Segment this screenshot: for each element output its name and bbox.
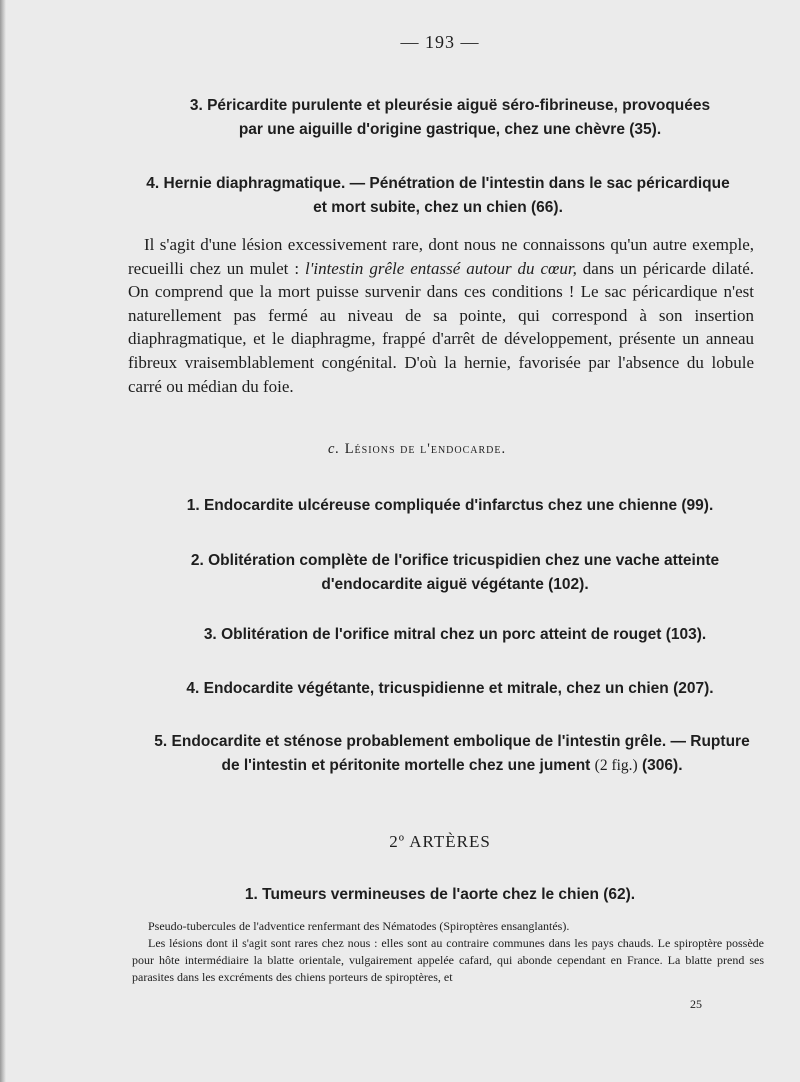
paragraph-text: Il s'agit d'une lésion excessivement rare, dont nous ne connaissons qu'un autre exemple, recueilli chez un mulet :: [128, 235, 754, 278]
entry-endocarde-2: [130, 549, 780, 597]
entry-endocarde-5: [118, 730, 786, 778]
entry-endocarde-3: [130, 623, 780, 647]
entry-line: Tumeurs vermineuses de l'aorte chez le chien (62).: [262, 886, 636, 903]
page-edge-shadow: [0, 0, 6, 1082]
paragraph-text: dans un péricarde dilaté. On comprend que la mort puisse survenir dans ces conditions ! Le sac péricardique n'est naturellement pas fermé au niveau de sa pointe, qui correspond à son insertion diaphragmatique, et le diaphragme, frappé d'arrêt de développement, présente un anneau fibreux vraisemblablement congénital. D'où la hernie, favorisée par l'absence du lobule carré ou médian du foie.: [128, 258, 755, 396]
entry-number: 4.: [186, 680, 200, 697]
entry-endocarde-1: [120, 494, 780, 518]
entry-line: Hernie diaphragmatique. — Pénétration de l'intestin dans le sac péricardique: [163, 175, 730, 192]
entry-line: de l'intestin et péritonite mortelle chez une jument: [221, 757, 595, 774]
entry-line: Endocardite et sténose probablement embolique de l'intestin grêle. — Rupture: [171, 733, 750, 750]
section-title: Lésions de l'endocarde.: [344, 441, 507, 457]
entry-3-pericardite: [140, 94, 760, 142]
entry-line: Oblitération complète de l'orifice tricuspidien chez une vache atteinte: [208, 552, 720, 569]
small-text-line: Pseudo-tubercules de l'adventice renfermant des Nématodes (Spiroptères ensanglantés).: [148, 919, 570, 933]
entry-number: 1.: [244, 886, 258, 903]
section-heading-endocarde: [328, 441, 608, 458]
entry-number: 2.: [190, 552, 204, 569]
page-number: — 193 —: [400, 32, 480, 52]
entry-line: d'endocardite aiguë végétante (102).: [321, 576, 589, 593]
entry-line: Péricardite purulente et pleurésie aiguë séro-fibrineuse, provoquées: [207, 97, 711, 114]
signature-mark: 25: [690, 997, 702, 1011]
entry-line: (306).: [637, 757, 683, 774]
entry-number: 1.: [186, 497, 200, 514]
section-letter: c.: [328, 441, 341, 457]
paragraph-italic: l'intestin grêle entassé autour du cœur,: [305, 258, 577, 278]
body-paragraph: [128, 233, 754, 398]
entry-line: Oblitération de l'orifice mitral chez un porc atteint de rouget (103).: [221, 626, 707, 643]
entry-4-hernie: [118, 172, 758, 220]
entry-endocarde-4: [120, 677, 780, 701]
entry-line: Endocardite ulcéreuse compliquée d'infarctus chez une chienne (99).: [203, 497, 714, 514]
entry-line: et mort subite, chez un chien (66).: [313, 199, 563, 216]
entry-line: Endocardite végétante, tricuspidienne et mitrale, chez un chien (207).: [203, 680, 714, 697]
entry-number: 4.: [146, 175, 160, 192]
small-print-paragraph: [132, 918, 764, 986]
section-heading-arteres: 2º ARTÈRES: [389, 832, 491, 851]
figure-note: (2 fig.): [594, 757, 638, 774]
entry-number: 5.: [154, 733, 168, 750]
small-text-line: Les lésions dont il s'agit sont rares chez nous : elles sont au contraire communes dans les pays chauds. Le spiroptère possède pour hôte intermédiaire la blatte orientale, vulgairement appelée cafard, qui abonde cependant en France. La blatte prend ses parasites dans les excréments des chiens porteurs de spiroptères, et: [132, 936, 764, 984]
entry-number: 3.: [203, 626, 217, 643]
entry-line: par une aiguille d'origine gastrique, chez une chèvre (35).: [238, 121, 662, 138]
entry-arteres-1: [140, 883, 740, 907]
entry-number: 3.: [189, 97, 203, 114]
